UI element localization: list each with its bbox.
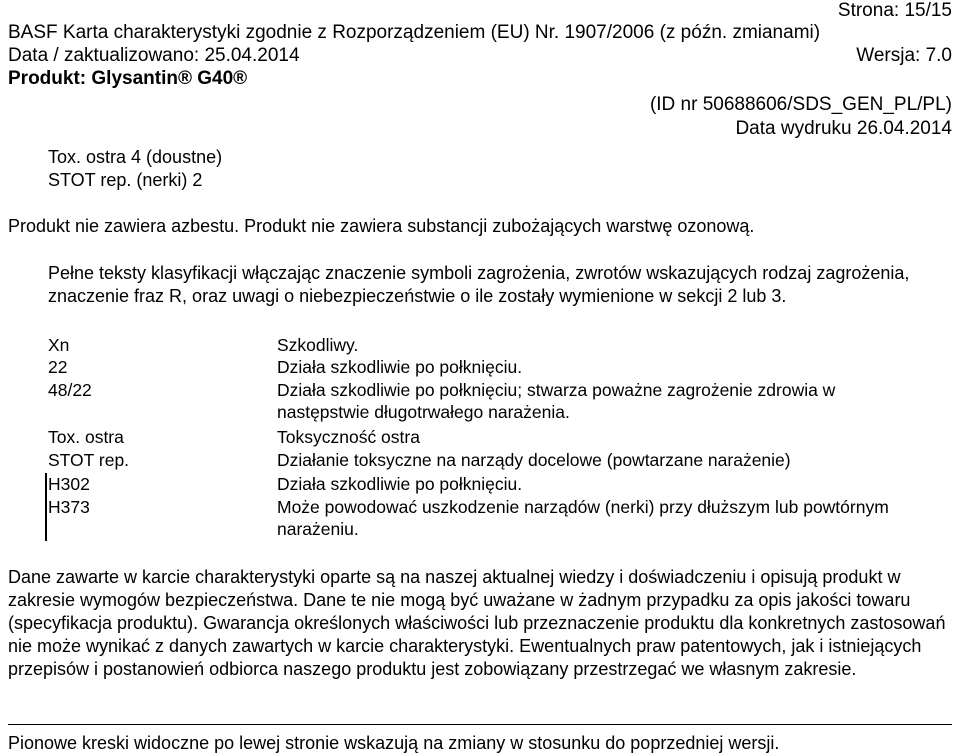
definition-term: STOT rep. <box>48 450 130 470</box>
version-label: Wersja: 7.0 <box>856 45 952 66</box>
definition-term: Tox. ostra <box>48 427 124 447</box>
revision-date: Data / zaktualizowano: 25.04.2014 <box>8 45 300 66</box>
document-id: (ID nr 50688606/SDS_GEN_PL/PL) <box>649 94 952 115</box>
print-date: Data wydruku 26.04.2014 <box>735 118 952 139</box>
definition-text: Działa szkodliwie po połknięciu; stwarza poważne zagrożenie zdrowia w następstwie długotrwałego narażenia. <box>277 380 836 422</box>
definition-term: Xn <box>48 335 70 355</box>
definition-text: Działanie toksyczne na narządy docelowe (powtarzane narażenie) <box>277 450 791 470</box>
asbestos-note: Produkt nie zawiera azbestu. Produkt nie zawiera substancji zubożających warstwę ozonową. <box>8 216 755 236</box>
revision-change-bar <box>45 473 47 541</box>
definition-term: 22 <box>48 357 68 377</box>
full-text-intro: Pełne teksty klasyfikacji włączając znaczenie symboli zagrożenia, zwrotów wskazujących rodzaj zagrożenia, znaczenie fraz R, oraz uwagi o niebezpieczeństwie o ile zostały wymienione w sekcji 2 lub 3. <box>48 263 910 306</box>
product-name: Produkt: Glysantin® G40® <box>8 68 248 89</box>
definition-text: Może powodować uszkodzenie narządów (nerki) przy dłuższym lub powtórnym narażeniu. <box>277 497 889 539</box>
definition-text: Szkodliwy. <box>277 335 359 355</box>
definition-text: Działa szkodliwie po połknięciu. <box>277 357 523 377</box>
footer-note: Pionowe kreski widoczne po lewej stronie wskazują na zmiany w stosunku do poprzedniej wersji. <box>8 733 780 753</box>
document-title: BASF Karta charakterystyki zgodnie z Rozporządzeniem (EU) Nr. 1907/2006 (z późn. zmianami) <box>8 22 821 43</box>
disclaimer-paragraph: Dane zawarte w karcie charakterystyki oparte są na naszej aktualnej wiedzy i doświadczeniu i opisują produkt w zakresie wymogów bezpieczeństwa. Dane te nie mogą być uważane w żadnym przypadku za opis jakości towaru (specyfikacja produktu). Gwarancja określonych właściwości lub przeznaczenie produktu dla konkretnych zastosowań nie może wynikać z danych zawartych w karcie charakterystyki. Ewentualnych praw patentowych, jak i istniejących przepisów i postanowień odbiorca naszego produktu jest zobowiązany przestrzegać we własnym zakresie. <box>8 567 946 679</box>
definition-term: H373 <box>48 497 90 517</box>
classification-stot: STOT rep. (nerki) 2 <box>48 170 203 190</box>
definitions-list <box>48 334 948 549</box>
classification-acute-tox: Tox. ostra 4 (doustne) <box>48 147 223 167</box>
footer-divider <box>8 724 952 725</box>
definition-term: 48/22 <box>48 380 92 400</box>
definition-term: H302 <box>48 474 90 494</box>
definition-text: Toksyczność ostra <box>277 427 420 447</box>
page-number: Strona: 15/15 <box>837 0 952 21</box>
definition-text: Działa szkodliwie po połknięciu. <box>277 474 523 494</box>
